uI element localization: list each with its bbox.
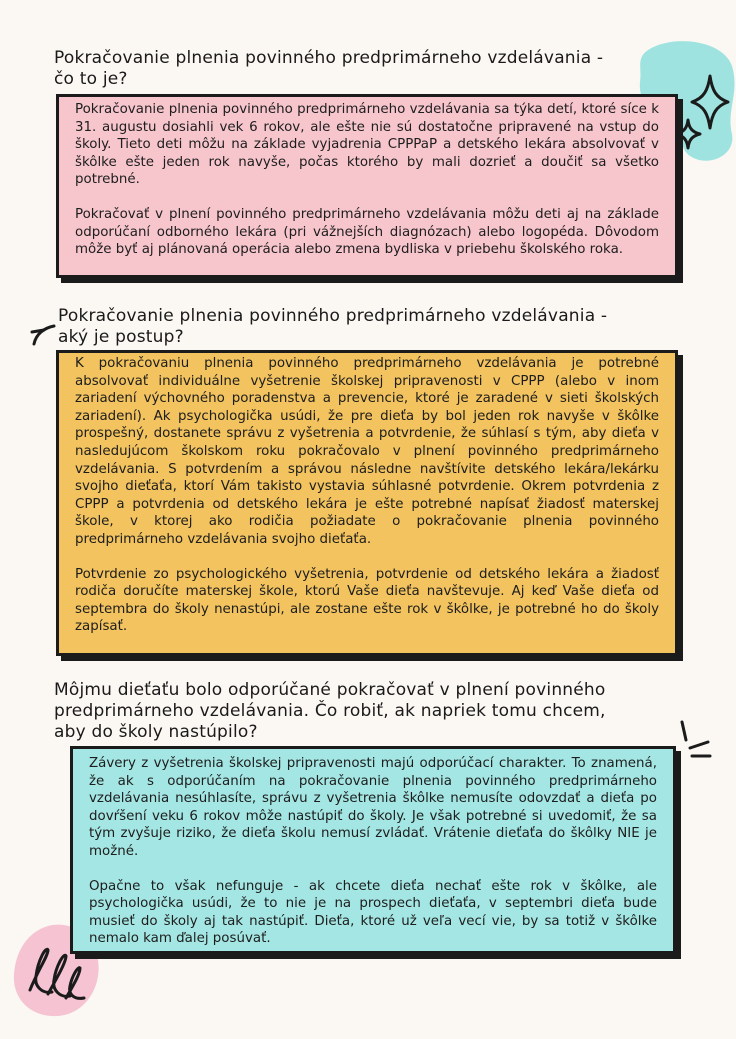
section-3-title-line2: predprimárneho vzdelávania. Čo robiť, ak napriek tomu chcem, [54,701,606,721]
emphasis-marks-icon [30,322,58,348]
section-3-paragraph-1: Závery z vyšetrenia školskej pripravenosti majú odporúčací charakter. To znamená, že ak s odporúčaním na pokračovanie plnenia povinného predprimárneho vzdelávania nesúhlasíte, správu z vyšetrenia škôlke nemusíte odovzdať a dieťa po dovŕšení veku 6 rokov môže nastúpiť do školy. Je však potrebné si uvedomiť, že sa tým zvyšuje riziko, že dieťa školu nemusí zvládať. Vrátenie dieťaťa do škôlky NIE je možné. [89,756,657,859]
section-2-title-line2: aký je postup? [58,327,184,347]
section-2-title-line1: Pokračovanie plnenia povinného predprimárneho vzdelávania - [58,306,608,326]
section-1-title [54,48,603,90]
section-3-title-line3: aby do školy nastúpilo? [54,722,258,742]
section-2-paragraph-1: K pokračovaniu plnenia povinného predprimárneho vzdelávania je potrebné absolvovať individuálne vyšetrenie školskej pripravenosti v CPPP (alebo v inom zariadení výchovného poradenstva a prevencie, ktoré je zaradené v sieti školských zariadení). Ak psychologička usúdi, že pre dieťa by bol jeden rok navyše v škôlke prospešný, dostanete správu z vyšetrenia a potvrdenie, že súhlasí s tým, aby dieťa v nasledujúcom školskom roku pokračovalo v plnení povinného predprimárneho vzdelávania. S potvrdením a správou následne navštívite detského lekára/lekárku svojho dieťaťa, ktorí Vám takisto vystavia súhlasné potvrdenie. Okrem potvrdenia z CPPP a potvrdenia od detského lekára je ešte potrebné napísať žiadosť materskej škole, v ktorej ako rodičia požiadate o pokračovanie plnenia povinného predprimárneho vzdelávania svojho dieťaťa. [75,356,659,547]
section-1-title-line2: čo to je? [54,69,128,89]
section-3-box [70,746,676,954]
section-3-paragraph-2: Opačne to však nefunguje - ak chcete dieťa nechať ešte rok v škôlke, ale psychologička usúdi, že to nie je na prospech dieťaťa, v septembri dieťa bude musieť do školy aj tak nastúpiť. Dieťa, ktoré už veľa vecí vie, by sa totiž v škôlke nemalo kam ďalej posúvať. [89,878,657,947]
emphasis-marks-icon [674,718,716,760]
section-2-title [58,306,607,348]
section-1-paragraph-1: Pokračovanie plnenia povinného predprimárneho vzdelávania sa týka detí, ktoré síce k 31. augustu dosiahli vek 6 rokov, ale ešte nie sú dostatočne pripravené na vstup do školy. Tieto deti môžu na základe vyjadrenia CPPPaP a detského lekára absolvovať v škôlke ešte jeden rok navyše, počas ktorého by mali dozrieť a doučiť sa všetko potrebné. [75,102,659,188]
section-1-title-line1: Pokračovanie plnenia povinného predprimárneho vzdelávania - [54,48,604,68]
section-3-title-line1: Môjmu dieťaťu bolo odporúčané pokračovať v plnení povinného [54,680,606,700]
section-2-box [56,350,678,656]
section-1-box [56,94,678,278]
sparkle-icon [672,72,732,156]
section-3-title [54,680,606,743]
section-2-paragraph-2: Potvrdenie zo psychologického vyšetrenia, potvrdenie od detského lekára a žiadosť rodiča doručíte materskej škole, ktorú Vaše dieťa navštevuje. Aj keď Vaše dieťa od septembra do školy nenastúpi, ale zostane ešte rok v škôlke, je potrebné ho do školy zapísať. [75,566,659,635]
section-1-paragraph-2: Pokračovať v plnení povinného predprimárneho vzdelávania môžu deti aj na základe odporúčaní odborného lekára (pri vážnejších diagnózach) alebo logopéda. Dôvodom môže byť aj plánovaná operácia alebo zmena bydliska v priebehu školského roka. [75,206,659,258]
